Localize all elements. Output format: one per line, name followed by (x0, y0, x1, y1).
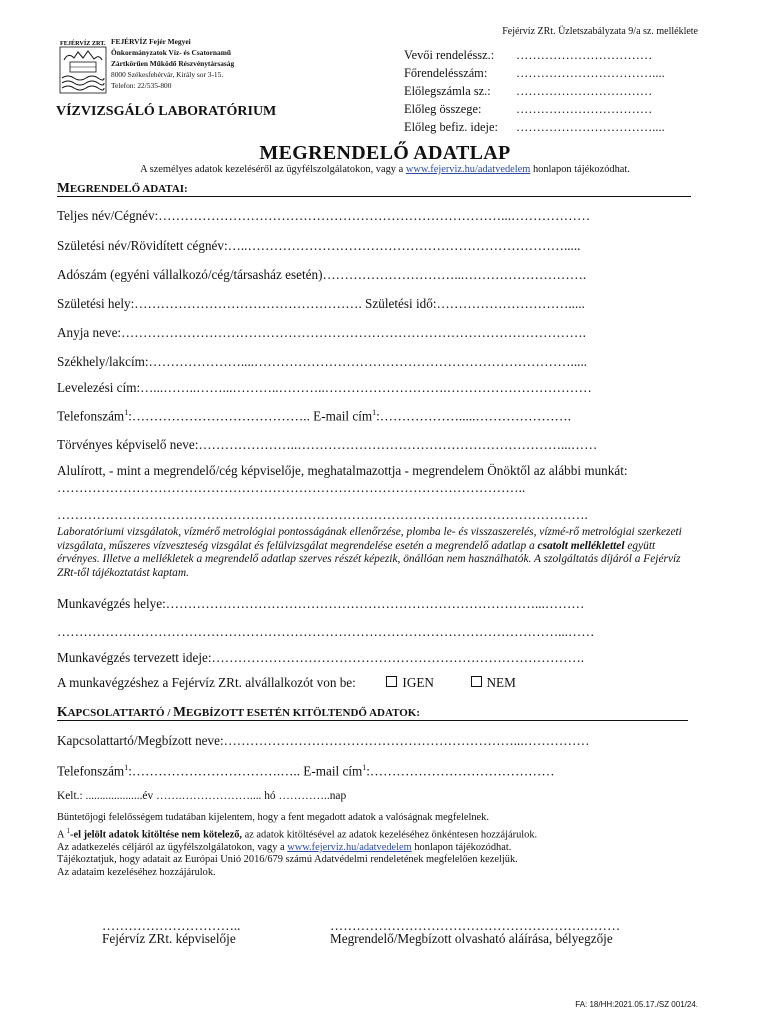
mailing-address-field[interactable]: Levelezési cím:…...……..……...………..………..……………………….…………………………… (57, 380, 592, 395)
footnote-mark: 1 (124, 408, 129, 417)
legal-line: Az adataim kezeléséhez hozzájárulok. (57, 866, 216, 878)
no-label: NEM (486, 675, 516, 690)
legal-text: honlapon tájékozódhat. (411, 841, 512, 853)
tax-number-field[interactable]: Adószám (egyéni vállalkozó/cég/társasház esetén)…………………………...………………………. (57, 267, 587, 282)
legal-declaration (57, 812, 698, 879)
email-blank[interactable]: :…………………………………… (366, 763, 555, 779)
attachment-notice (57, 526, 698, 580)
field-blank[interactable]: …………………………….... (516, 120, 665, 134)
legal-line: Büntetőjogi felelősségem tudatában kijelentem, hogy a fent megadott adatok a valóságnak megfelelnek. (57, 812, 489, 823)
subcontractor-question (57, 675, 516, 691)
footnote-mark: 1 (66, 826, 71, 835)
org-type: Zártkörűen Működő Részvénytársaság (111, 59, 235, 68)
email-blank[interactable]: :……………….....…………………. (376, 408, 572, 424)
field-blank[interactable]: …………………………… (516, 48, 653, 62)
heading-initial: M (173, 704, 186, 719)
legal-line (57, 842, 698, 855)
heading-part: APCSOLATTARTÓ / (67, 707, 174, 719)
order-statement-continuation[interactable]: …………………………………………………………………………………………………………. (57, 507, 588, 522)
field-label: Előlegszámla sz.: (404, 84, 491, 98)
section-contact-heading (57, 704, 688, 721)
customer-signature-line[interactable]: ………………………………………………………… (330, 918, 621, 933)
subcontractor-label: A munkavégzéshez a Fejérvíz ZRt. alvállalkozót von be: (57, 675, 356, 690)
advance-date-row (404, 118, 665, 136)
customer-signature-label: Megrendelő/Megbízott olvasható aláírása, bélyegzője (330, 931, 613, 946)
heading-rest: EGRENDELŐ ADATAI: (69, 183, 188, 195)
legal-line: Tájékoztatjuk, hogy adatait az Európai Unió 2016/679 számú Adatvédelmi rendeletének megfelelően kezeljük. (57, 854, 518, 866)
legal-line (57, 825, 698, 842)
legal-text: A (57, 829, 67, 841)
company-signature-label: Fejérvíz ZRt. képviselője (102, 931, 236, 946)
heading-initial: K (57, 704, 68, 719)
legal-bold: -el jelölt adatok kitöltése nem kötelező, (70, 829, 243, 841)
work-location-continuation[interactable]: ……………………………………………………………………………………………………...…… (57, 624, 595, 639)
org-subtitle: Önkormányzatok Víz- és Csatornamű (111, 48, 231, 57)
field-label: Vevői rendeléssz.: (404, 48, 495, 62)
contact-phone-email-field[interactable] (57, 763, 555, 779)
birth-name-field[interactable]: Születési név/Rövidített cégnév:…..………………………………………………………………..... (57, 238, 581, 253)
org-address: 8000 Székesfehérvár, Király sor 3-15. (111, 70, 224, 79)
mother-name-field[interactable]: Anyja neve:……………………………………………………………………………………………. (57, 325, 586, 340)
phone-label: Telefonszám (57, 763, 125, 779)
phone-blank[interactable]: :………………………………….. E-mail cím (128, 408, 373, 424)
logo-text: FEJÉRVÍZ ZRT. (60, 40, 106, 47)
section-customer-data-heading (57, 180, 691, 197)
date-line[interactable]: Kelt.: ....................év …….……………….... hó …………..nap (57, 790, 347, 802)
privacy-text-end: honlapon tájékozódhat. (530, 164, 630, 175)
field-blank[interactable]: …………………………… (516, 84, 653, 98)
annex-note: Fejérvíz ZRt. Üzletszabályzata 9/a sz. melléklete (502, 26, 698, 37)
heading-part: EGBÍZOTT ESETÉN KITÖLTENDŐ ADATOK: (185, 707, 421, 719)
planned-work-date-field[interactable]: Munkavégzés tervezett ideje:…………………………………………………………………………. (57, 650, 585, 665)
field-label: Előleg befiz. ideje: (404, 120, 498, 134)
form-code: FA: 18/HH:2021.05.17./SZ 001/24. (575, 1000, 698, 1009)
order-statement[interactable]: Alulírott, - mint a megrendelő/cég képviselője, meghatalmazottja - megrendelem Önöktől az alábbi munkát: …………………………………………………………………………………………….. (57, 463, 628, 495)
privacy-link[interactable]: www.fejerviz.hu/adatvedelem (405, 164, 531, 175)
privacy-notice (0, 164, 770, 175)
contact-name-field[interactable]: Kapcsolattartó/Megbízott neve:…………………………………………………………...…………… (57, 733, 590, 748)
advance-amount-row (404, 100, 665, 118)
phone-email-field[interactable] (57, 408, 571, 424)
heading-initial: M (57, 180, 70, 195)
footnote-mark: 1 (372, 408, 377, 417)
main-order-row (404, 64, 665, 82)
notice-bold: csatolt melléklettel (537, 539, 625, 552)
organization-address (111, 36, 234, 91)
field-blank[interactable]: …………………………….... (516, 66, 665, 80)
field-label: Főrendelésszám: (404, 66, 488, 80)
notice-text-end: együtt érvényes. Illetve a mellékletek a megrendelő adatlap szerves részét képezik, önállóan nem használhatók. A szolgáltatás díjáról a Fejérvíz ZRt-től tájékoztatást kaptam. (57, 539, 681, 579)
yes-checkbox[interactable] (386, 676, 397, 687)
field-label: Előleg összege: (404, 102, 482, 116)
footnote-mark: 1 (124, 763, 129, 772)
office-use-fields (404, 46, 665, 136)
birth-place-date-field[interactable]: Születési hely:……………………………………………. Születési idő:…………………………..... (57, 296, 585, 311)
org-phone: Telefon: 22/535-800 (111, 81, 172, 90)
legal-representative-field[interactable]: Törvényes képviselő neve:…………………..……………………………………………………...…… (57, 437, 598, 452)
lab-title: VÍZVIZSGÁLÓ LABORATÓRIUM (56, 104, 277, 119)
org-name: FEJÉRVÍZ Fejér Megyei (111, 37, 191, 46)
order-number-row (404, 46, 665, 64)
work-location-field[interactable]: Munkavégzés helye:…………………………………………………………………………...……… (57, 596, 585, 611)
legal-text: az adatok kitöltésével az adatok kezeléséhez önkéntesen hozzájárulok. (242, 829, 538, 841)
privacy-text: A személyes adatok kezeléséről az ügyfélszolgálatokon, vagy a (140, 164, 406, 175)
company-signature-line[interactable]: ………………………….. (102, 918, 241, 933)
no-checkbox[interactable] (471, 676, 482, 687)
yes-label: IGEN (402, 675, 434, 690)
advance-invoice-row (404, 82, 665, 100)
company-logo (58, 38, 108, 96)
form-title: MEGRENDELŐ ADATLAP (259, 142, 511, 164)
privacy-link[interactable]: www.fejerviz.hu/adatvedelem (287, 841, 412, 853)
phone-blank[interactable]: :…………………………….….. E-mail cím (128, 763, 363, 779)
notice-text: Laboratóriumi vizsgálatok, vízmérő metrológiai pontosságának ellenőrzése, plomba le- és visszaszerelés, vízmé-rő metrológiai szerkezeti vizsgálata, műszeres vízveszteség vizsgálat és felülvizsgálat megrendelése esetén a megrendelő adatlap a (57, 526, 682, 552)
footnote-mark: 1 (362, 763, 367, 772)
field-blank[interactable]: …………………………… (516, 102, 653, 116)
address-field[interactable]: Székhely/lakcím:…………………....………………………………………………………………..... (57, 354, 588, 369)
full-name-field[interactable]: Teljes név/Cégnév:……………………………………………………………………...……………… (57, 208, 591, 223)
phone-label: Telefonszám (57, 408, 125, 424)
legal-text: Az adatkezelés céljáról az ügyfélszolgálatokon, vagy a (57, 841, 288, 853)
